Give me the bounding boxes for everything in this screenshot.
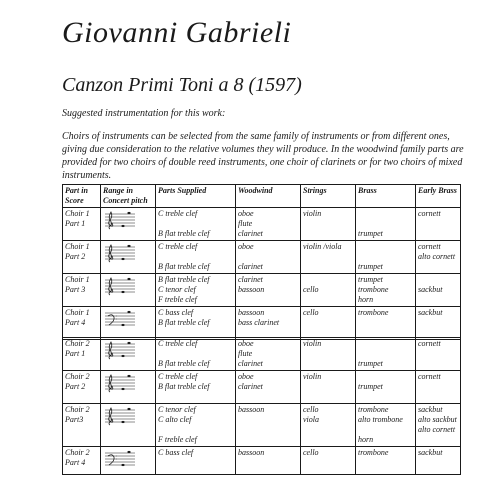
cell-line: bassoon [238, 285, 265, 294]
cell-early-brass [416, 274, 461, 307]
cell-line [418, 359, 458, 369]
cell-woodwind [236, 338, 301, 371]
cell-early-brass [416, 371, 461, 404]
header-part: Part in Score [63, 185, 101, 208]
cell-brass [356, 241, 416, 274]
treble-clef-staff-icon [103, 339, 137, 361]
cell-line: trombone [358, 405, 389, 414]
cell-line [158, 349, 233, 359]
header-range: Range in Concert pitch [101, 185, 156, 208]
cell-line [238, 425, 298, 435]
cell-line [238, 392, 298, 402]
cell-line [238, 415, 298, 425]
cell-range [101, 208, 156, 241]
cell-strings [301, 307, 356, 340]
cell-woodwind [236, 307, 301, 340]
instrumentation-table-choir-2 [62, 337, 461, 475]
treble-clef-staff-icon [103, 275, 137, 297]
cell-line: alto trombone [358, 415, 403, 424]
cell-line: oboe [238, 372, 254, 381]
table-row [63, 404, 461, 447]
cell-brass [356, 404, 416, 447]
intro-paragraph: Choirs of instruments can be selected from the same family of instruments or from different ones, giving due consideration to the relative volumes they will produce. In the woodwind family parts are provided for two choirs of double reed instruments, one choir of clarinets or for two choirs of mixed instruments. [62, 131, 464, 181]
cell-line: cello [303, 308, 319, 317]
cell-brass [356, 208, 416, 241]
cell-line: oboe [238, 339, 254, 348]
header-brass: Brass [356, 185, 416, 208]
table-header-row [63, 185, 461, 208]
cell-line: C treble clef [158, 242, 198, 251]
cell-part [63, 241, 101, 274]
cell-line: Part 4 [65, 458, 86, 467]
cell-line: Choir 1 [65, 242, 90, 251]
cell-line [303, 275, 353, 285]
table-row [63, 371, 461, 404]
cell-line [418, 219, 458, 229]
cell-line: trumpet [358, 382, 383, 391]
cell-line: cornett [418, 209, 441, 218]
cell-line: B flat treble clef [158, 359, 210, 368]
cell-line: cello [303, 285, 319, 294]
cell-woodwind [236, 447, 301, 475]
cell-line [303, 318, 353, 328]
cell-early-brass [416, 447, 461, 475]
cell-line [303, 349, 353, 359]
cell-strings [301, 241, 356, 274]
cell-line [358, 219, 413, 229]
cell-line: C treble clef [158, 372, 198, 381]
cell-strings [301, 447, 356, 475]
cell-parts-supplied [156, 371, 236, 404]
cell-line [303, 262, 353, 272]
cell-line: B flat treble clef [158, 275, 210, 284]
header-woodwind: Woodwind [236, 185, 301, 208]
cell-part [63, 371, 101, 404]
cell-early-brass [416, 208, 461, 241]
cell-line: C treble clef [158, 339, 198, 348]
cell-line: Choir 2 [65, 339, 90, 348]
cell-line: cornett [418, 372, 441, 381]
work-title: Canzon Primi Toni a 8 (1597) [62, 74, 302, 96]
cell-line: flute [238, 219, 253, 228]
cell-woodwind [236, 404, 301, 447]
cell-line: sackbut [418, 308, 443, 317]
cell-line [158, 458, 233, 468]
cell-range [101, 241, 156, 274]
cell-line: Choir 1 [65, 308, 90, 317]
cell-range [101, 307, 156, 340]
treble-clef-staff-icon [103, 372, 137, 394]
cell-line: trombone [358, 308, 389, 317]
cell-line: oboe [238, 242, 254, 251]
cell-line [358, 252, 413, 262]
cell-line [358, 349, 413, 359]
cell-line [158, 219, 233, 229]
header-early-brass: Early Brass [416, 185, 461, 208]
cell-line: bassoon [238, 448, 265, 457]
cell-line: alto cornett [418, 425, 456, 434]
cell-part [63, 338, 101, 371]
table-row [63, 447, 461, 475]
bass-clef-staff-icon [103, 448, 137, 470]
cell-strings [301, 371, 356, 404]
cell-line [238, 458, 298, 468]
cell-strings [301, 208, 356, 241]
cell-line: cornett [418, 242, 441, 251]
cell-line: C treble clef [158, 209, 198, 218]
cell-line: sackbut [418, 285, 443, 294]
cell-parts-supplied [156, 241, 236, 274]
bass-clef-staff-icon [103, 308, 137, 330]
cell-line: sackbut [418, 448, 443, 457]
cell-line: trombone [358, 285, 389, 294]
cell-line [358, 458, 413, 468]
cell-parts-supplied [156, 447, 236, 475]
cell-line: C bass clef [158, 308, 194, 317]
cell-parts-supplied [156, 307, 236, 340]
cell-line: Part 1 [65, 349, 86, 358]
cell-line: B flat treble clef [158, 229, 210, 238]
cell-line [303, 458, 353, 468]
cell-line: F treble clef [158, 435, 197, 444]
cell-line: B flat treble clef [158, 262, 210, 271]
cell-line [418, 382, 458, 392]
cell-line [358, 372, 413, 382]
cell-parts-supplied [156, 338, 236, 371]
cell-line: trombone [358, 448, 389, 457]
cell-line: Part 4 [65, 318, 86, 327]
cell-line: Part 2 [65, 382, 86, 391]
header-parts-supplied: Parts Supplied [156, 185, 236, 208]
cell-parts-supplied [156, 404, 236, 447]
cell-range [101, 371, 156, 404]
instrumentation-table-choir-1 [62, 184, 461, 340]
cell-line [418, 435, 458, 445]
cell-range [101, 404, 156, 447]
cell-brass [356, 307, 416, 340]
composer-name: Giovanni Gabrieli [62, 16, 292, 49]
cell-line [358, 209, 413, 219]
cell-part [63, 208, 101, 241]
cell-line: Part3 [65, 415, 84, 424]
cell-line: oboe [238, 209, 254, 218]
cell-line [303, 425, 353, 435]
cell-line: C bass clef [158, 448, 194, 457]
cell-line [358, 242, 413, 252]
cell-line [358, 318, 413, 328]
cell-range [101, 447, 156, 475]
cell-line: trumpet [358, 262, 383, 271]
cell-line: violin [303, 339, 322, 348]
cell-line: trumpet [358, 359, 383, 368]
table-row [63, 208, 461, 241]
cell-part [63, 307, 101, 340]
cell-part [63, 447, 101, 475]
cell-line: trumpet [358, 229, 383, 238]
cell-line: clarinet [238, 229, 263, 238]
treble-clef-staff-icon [103, 405, 137, 427]
cell-strings [301, 274, 356, 307]
table-row [63, 274, 461, 307]
cell-strings [301, 338, 356, 371]
cell-early-brass [416, 404, 461, 447]
cell-line [303, 252, 353, 262]
cell-line [418, 262, 458, 272]
cell-parts-supplied [156, 208, 236, 241]
cell-part [63, 274, 101, 307]
cell-line [303, 435, 353, 445]
cell-woodwind [236, 208, 301, 241]
cell-line [303, 382, 353, 392]
cell-line: bassoon [238, 308, 265, 317]
cell-line: cello [303, 405, 319, 414]
cell-range [101, 338, 156, 371]
cell-early-brass [416, 338, 461, 371]
cell-line: cornett [418, 339, 441, 348]
treble-clef-staff-icon [103, 242, 137, 264]
treble-clef-staff-icon [103, 209, 137, 231]
cell-line: violin [303, 372, 322, 381]
cell-line: clarinet [238, 382, 263, 391]
cell-line [158, 252, 233, 262]
cell-line [418, 458, 458, 468]
cell-woodwind [236, 241, 301, 274]
cell-line: Choir 2 [65, 372, 90, 381]
cell-line: Choir 2 [65, 448, 90, 457]
table-row [63, 241, 461, 274]
cell-line: horn [358, 435, 374, 444]
header-strings: Strings [301, 185, 356, 208]
cell-strings [301, 404, 356, 447]
table-row [63, 338, 461, 371]
cell-line: Part 1 [65, 219, 86, 228]
cell-line: violin /viola [303, 242, 342, 251]
cell-line: violin [303, 209, 322, 218]
cell-line [303, 229, 353, 239]
cell-line [418, 318, 458, 328]
table-row [63, 307, 461, 340]
cell-parts-supplied [156, 274, 236, 307]
cell-line [238, 435, 298, 445]
cell-early-brass [416, 307, 461, 340]
cell-line: B flat treble clef [158, 382, 210, 391]
cell-brass [356, 338, 416, 371]
cell-line: trumpet [358, 275, 383, 284]
cell-line [358, 425, 413, 435]
cell-line: alto cornett [418, 252, 456, 261]
cell-line: clarinet [238, 275, 263, 284]
cell-line [238, 295, 298, 305]
cell-line [158, 392, 233, 402]
cell-line [418, 275, 458, 285]
cell-line [158, 425, 233, 435]
cell-line: alto sackbut [418, 415, 457, 424]
cell-line: bass clarinet [238, 318, 280, 327]
cell-woodwind [236, 274, 301, 307]
cell-line [303, 219, 353, 229]
cell-line: cello [303, 448, 319, 457]
cell-brass [356, 274, 416, 307]
cell-line: C tenor clef [158, 405, 196, 414]
cell-line [303, 392, 353, 402]
cell-line: clarinet [238, 359, 263, 368]
cell-line: Part 2 [65, 252, 86, 261]
cell-line: sackbut [418, 405, 443, 414]
cell-line: bassoon [238, 405, 265, 414]
cell-line: C tenor clef [158, 285, 196, 294]
cell-line: horn [358, 295, 374, 304]
cell-line [358, 392, 413, 402]
suggestion-line: Suggested instrumentation for this work: [62, 108, 226, 119]
cell-line: Choir 1 [65, 209, 90, 218]
cell-line: viola [303, 415, 319, 424]
cell-line [418, 392, 458, 402]
cell-woodwind [236, 371, 301, 404]
cell-line: C alto clef [158, 415, 192, 424]
cell-line [238, 252, 298, 262]
cell-line: Choir 2 [65, 405, 90, 414]
cell-line [303, 295, 353, 305]
cell-brass [356, 371, 416, 404]
cell-line [358, 339, 413, 349]
cell-line: Choir 1 [65, 275, 90, 284]
cell-line [418, 295, 458, 305]
cell-line: B flat treble clef [158, 318, 210, 327]
cell-line [303, 359, 353, 369]
cell-part [63, 404, 101, 447]
cell-line [418, 349, 458, 359]
cell-line: F treble clef [158, 295, 197, 304]
cell-early-brass [416, 241, 461, 274]
cell-range [101, 274, 156, 307]
cell-line: Part 3 [65, 285, 86, 294]
cell-line: clarinet [238, 262, 263, 271]
cell-brass [356, 447, 416, 475]
cell-line [418, 229, 458, 239]
cell-line: flute [238, 349, 253, 358]
